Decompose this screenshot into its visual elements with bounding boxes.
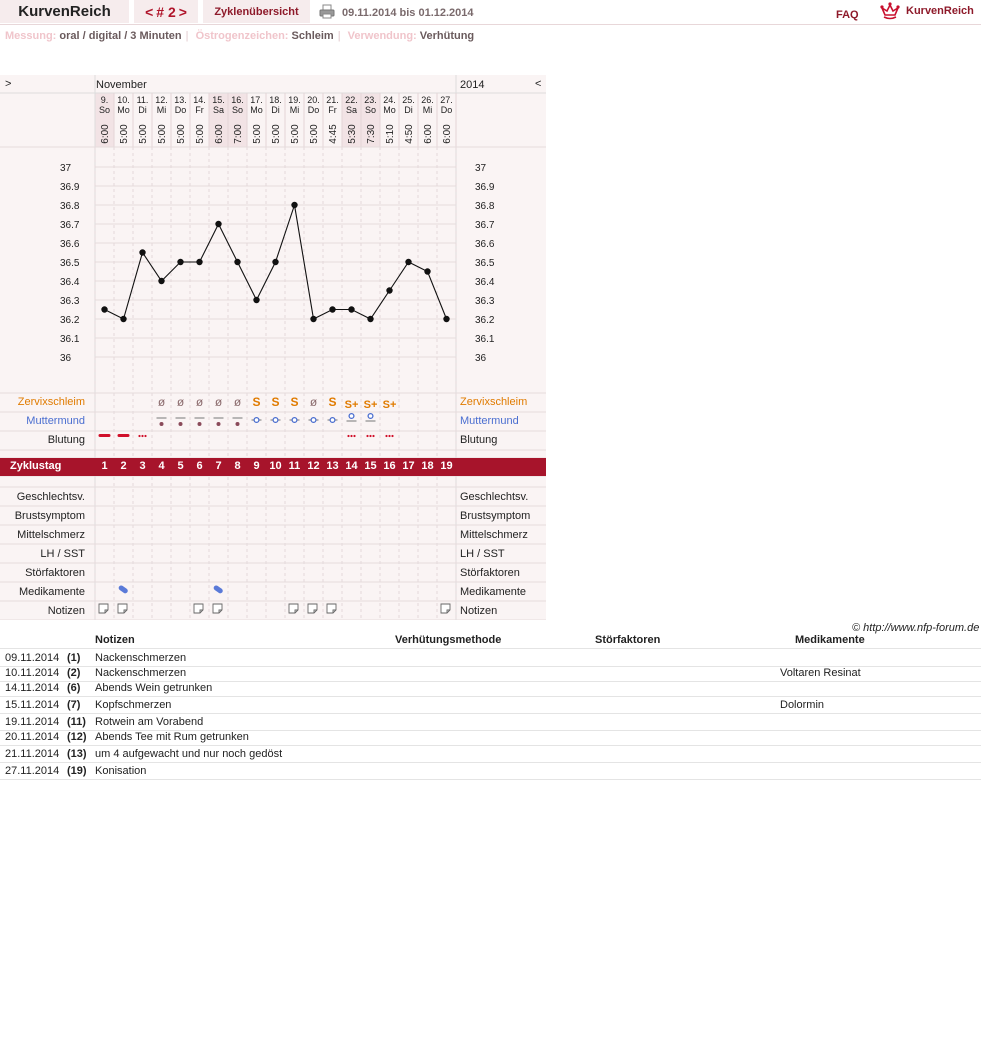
temp-tick-right: 36.9 (475, 182, 495, 193)
note-date: 19.11.2014 (5, 716, 60, 728)
temp-tick-right: 36.3 (475, 296, 495, 307)
temp-tick-left: 36.2 (60, 315, 80, 326)
time-label: 5:00 (157, 124, 168, 144)
mucus-marker: S (290, 395, 299, 409)
cycle-day-number: 15 (364, 460, 377, 472)
note-icon (308, 604, 317, 613)
temp-tick-left: 37 (60, 163, 72, 174)
temp-tick-left: 36.6 (60, 239, 80, 250)
usage-label: Verwendung: (347, 30, 417, 42)
note-note: Abends Wein getrunken (95, 682, 213, 694)
mucus-marker: ø (195, 395, 204, 409)
date-label: 11. (136, 95, 149, 105)
cycle-day-number: 12 (307, 460, 320, 472)
month-label: November (96, 79, 147, 91)
note-row (0, 763, 981, 780)
extra-row-label-right: Geschlechtsv. (460, 491, 529, 503)
note-day: (2) (67, 667, 81, 679)
note-row (0, 680, 981, 697)
weekday-label: Fr (328, 105, 337, 115)
weekday-label: Mi (289, 105, 300, 115)
time-label: 5:30 (347, 124, 358, 144)
date-label: 24. (383, 95, 396, 105)
measure-label: Messung: (5, 30, 57, 42)
mucus-marker: S (252, 395, 261, 409)
date-label: 9. (100, 95, 109, 105)
time-label: 5:00 (252, 124, 263, 144)
note-day: (1) (67, 652, 81, 664)
bleeding-light-marker (391, 435, 393, 437)
mucus-marker: S (328, 395, 337, 409)
cycle-day-number: 9 (253, 460, 260, 472)
cervix-mid-marker (254, 418, 259, 423)
temp-tick-left: 36.4 (60, 277, 80, 288)
extra-row-label: Geschlechtsv. (16, 491, 85, 503)
weekday-label: Fr (195, 105, 204, 115)
note-med: Dolormin (780, 699, 825, 711)
settings-line: Messung: oral / digital / 3 Minuten | Östrogenzeichen: Schleim | Verwendung: Verhütung (5, 30, 475, 42)
cycle-navigator (134, 0, 198, 23)
note-row (0, 697, 981, 714)
extra-row-label-right: Notizen (460, 605, 498, 617)
note-note: Kopfschmerzen (95, 699, 172, 711)
temp-tick-right: 36.1 (475, 334, 495, 345)
cervix-row-label-right: Muttermund (460, 415, 519, 427)
weekday-label: Do (307, 105, 320, 115)
cycle-day-number: 1 (101, 460, 108, 472)
note-row (0, 746, 981, 763)
cervix-high-marker (368, 414, 373, 419)
time-label: 4:50 (404, 124, 415, 144)
note-day: (19) (67, 765, 87, 777)
cervix-low-marker (179, 422, 183, 426)
note-med: Voltaren Resinat (780, 667, 861, 679)
bleeding-light-marker (141, 435, 143, 437)
weekday-label: Do (174, 105, 187, 115)
note-note: Konisation (95, 765, 147, 777)
cycle-day-number: 8 (234, 460, 241, 472)
date-label: 14. (193, 95, 206, 105)
temperature-point (253, 297, 259, 303)
date-label: 15. (212, 95, 225, 105)
cycle-overview-tab[interactable]: Zyklenübersicht (203, 0, 310, 23)
faq-link[interactable]: FAQ (836, 9, 859, 21)
date-label: 17. (250, 95, 263, 105)
weekday-label: Di (271, 105, 280, 115)
temp-tick-left: 36.8 (60, 201, 80, 212)
date-label: 12. (155, 95, 168, 105)
date-range: 09.11.2014 bis 01.12.2014 (342, 7, 474, 19)
extra-row-label-right: Mittelschmerz (460, 529, 528, 541)
bleeding-light-marker (385, 435, 387, 437)
date-label: 25. (402, 95, 415, 105)
weekday-label: Di (404, 105, 413, 115)
next-cycle-button[interactable]: > (178, 3, 187, 20)
note-day: (12) (67, 731, 87, 743)
note-date: 20.11.2014 (5, 731, 60, 743)
temperature-point (348, 306, 354, 312)
note-icon (99, 604, 108, 613)
bleeding-light-marker (138, 435, 140, 437)
cervix-mid-marker (330, 418, 335, 423)
extra-row-label: Mittelschmerz (17, 529, 85, 541)
cycle-day-number: 3 (139, 460, 146, 472)
mucus-marker: ø (176, 395, 185, 409)
note-row (0, 729, 981, 746)
weekday-label: Mo (117, 105, 130, 115)
time-label: 7:30 (366, 124, 377, 144)
year-label: 2014 (460, 79, 485, 91)
copyright: © http://www.nfp-forum.de (852, 622, 980, 634)
extra-row-label: Medikamente (18, 586, 85, 598)
date-label: 10. (117, 95, 130, 105)
cervix-low-marker (160, 422, 164, 426)
weekday-label: Do (440, 105, 453, 115)
cervix-high-marker (349, 414, 354, 419)
chart-nav-left-button[interactable]: > (5, 78, 12, 90)
temp-tick-right: 36.5 (475, 258, 495, 269)
time-label: 6:00 (100, 124, 111, 144)
temperature-point (291, 202, 297, 208)
time-label: 5:10 (385, 124, 396, 144)
bleeding-strong-marker (118, 434, 130, 437)
estrogen-value: Schleim (291, 30, 334, 42)
cervix-row-label: Muttermund (26, 415, 85, 427)
extra-row-label: LH / SST (40, 548, 85, 560)
date-label: 22. (345, 95, 358, 105)
cycle-day-number: 17 (402, 460, 415, 472)
temp-tick-left: 36.3 (60, 296, 80, 307)
date-label: 27. (440, 95, 453, 105)
bleeding-row-label-right: Blutung (460, 434, 498, 446)
extra-row-label-right: Medikamente (460, 586, 527, 598)
temp-tick-left: 36.5 (60, 258, 80, 269)
weekday-label: So (231, 105, 244, 115)
note-icon (194, 604, 203, 613)
note-icon (118, 604, 127, 613)
temperature-point (139, 249, 145, 255)
note-date: 21.11.2014 (5, 748, 60, 760)
note-note: Nackenschmerzen (95, 652, 187, 664)
note-note: Nackenschmerzen (95, 667, 187, 679)
temp-tick-right: 36.2 (475, 315, 495, 326)
cycle-day-number: 16 (383, 460, 396, 472)
cycle-day-number: 7 (215, 460, 222, 472)
temp-tick-right: 37 (475, 163, 487, 174)
temp-tick-left: 36.7 (60, 220, 80, 231)
cycle-day-number: 5 (177, 460, 184, 472)
brand-title[interactable]: KurvenReich (0, 0, 129, 23)
temperature-point (367, 316, 373, 322)
measure-value: oral / digital / 3 Minuten (59, 30, 182, 42)
date-label: 23. (364, 95, 377, 105)
temp-tick-left: 36 (60, 353, 72, 364)
temp-tick-left: 36.1 (60, 334, 80, 345)
time-label: 7:00 (233, 124, 244, 144)
date-label: 21. (326, 95, 339, 105)
chart-nav-right-button[interactable]: < (535, 78, 542, 90)
notes-header-disturbances: Störfaktoren (595, 634, 661, 646)
date-label: 16. (231, 95, 244, 105)
note-date: 09.11.2014 (5, 652, 60, 664)
weekday-label: Mi (156, 105, 167, 115)
printer-icon[interactable] (319, 4, 335, 19)
bleeding-light-marker (353, 435, 355, 437)
note-note: Abends Tee mit Rum getrunken (95, 731, 249, 743)
mucus-marker: S+ (382, 399, 397, 411)
mucus-row-label-right: Zervixschleim (460, 396, 528, 408)
logo-text: KurvenReich (906, 5, 974, 17)
mucus-marker: ø (233, 395, 242, 409)
time-label: 4:45 (328, 124, 339, 144)
weekday-label: Mo (383, 105, 396, 115)
time-label: 5:00 (309, 124, 320, 144)
note-note: Rotwein am Vorabend (95, 716, 204, 728)
temperature-point (234, 259, 240, 265)
note-icon (213, 604, 222, 613)
bleeding-light-marker (388, 435, 390, 437)
bleeding-strong-marker (99, 434, 111, 437)
time-label: 5:00 (290, 124, 301, 144)
note-date: 15.11.2014 (5, 699, 60, 711)
cycle-day-number: 2 (120, 460, 127, 472)
weekday-label: Mo (250, 105, 263, 115)
note-icon (327, 604, 336, 613)
note-day: (6) (67, 682, 81, 694)
temp-tick-right: 36.6 (475, 239, 495, 250)
cervix-mid-marker (311, 418, 316, 423)
top-bar (0, 0, 981, 25)
temperature-point (310, 316, 316, 322)
note-date: 14.11.2014 (5, 682, 60, 694)
cycle-day-number: 6 (196, 460, 203, 472)
temp-tick-right: 36.7 (475, 220, 495, 231)
cycle-day-number: 4 (158, 460, 165, 472)
mucus-marker: S+ (344, 399, 359, 411)
note-icon (441, 604, 450, 613)
weekday-label: So (364, 105, 377, 115)
temperature-point (329, 306, 335, 312)
bleeding-light-marker (144, 435, 146, 437)
temperature-point (215, 221, 221, 227)
bleeding-row-label: Blutung (47, 434, 85, 446)
cycle-day-number: 10 (269, 460, 282, 472)
extra-row-label: Brustsymptom (14, 510, 85, 522)
note-note: um 4 aufgewacht und nur noch gedöst (95, 748, 283, 760)
time-label: 6:00 (423, 124, 434, 144)
temperature-point (405, 259, 411, 265)
time-label: 5:00 (138, 124, 149, 144)
note-date: 10.11.2014 (5, 667, 60, 679)
temperature-point (177, 259, 183, 265)
notes-header-divider (0, 648, 981, 649)
temperature-point (443, 316, 449, 322)
date-label: 26. (421, 95, 434, 105)
notes-header-medication: Medikamente (795, 634, 865, 646)
cycle-day-number: 11 (288, 460, 301, 472)
temperature-point (158, 278, 164, 284)
note-day: (7) (67, 699, 81, 711)
temp-tick-left: 36.9 (60, 182, 80, 193)
note-day: (13) (67, 748, 87, 760)
date-label: 13. (174, 95, 187, 105)
bleeding-light-marker (372, 435, 374, 437)
date-label: 19. (288, 95, 301, 105)
note-date: 27.11.2014 (5, 765, 60, 777)
crown-logo-icon (880, 2, 900, 20)
cervix-low-marker (236, 422, 240, 426)
note-icon (289, 604, 298, 613)
notes-header-notes: Notizen (95, 634, 135, 646)
notes-header-contraception: Verhütungsmethode (395, 634, 502, 646)
extra-row-label-right: Brustsymptom (460, 510, 531, 522)
time-label: 5:00 (119, 124, 130, 144)
extra-row-label: Störfaktoren (25, 567, 85, 579)
time-label: 5:00 (176, 124, 187, 144)
cervix-mid-marker (292, 418, 297, 423)
cycle-number: # 2 (156, 3, 176, 20)
usage-value: Verhütung (419, 30, 475, 42)
time-label: 5:00 (195, 124, 206, 144)
mucus-marker: S+ (363, 399, 378, 411)
logo[interactable] (880, 1, 974, 21)
note-day: (11) (67, 716, 86, 728)
bleeding-light-marker (366, 435, 368, 437)
cervix-low-marker (217, 422, 221, 426)
temperature-point (424, 268, 430, 274)
bleeding-light-marker (350, 435, 352, 437)
cervix-low-marker (198, 422, 202, 426)
cycle-day-number: 14 (345, 460, 358, 472)
time-label: 6:00 (442, 124, 453, 144)
bleeding-light-marker (369, 435, 371, 437)
extra-row-label-right: LH / SST (460, 548, 505, 560)
mucus-marker: S (271, 395, 280, 409)
cervix-mid-marker (273, 418, 278, 423)
weekday-label: Sa (345, 105, 358, 115)
temperature-point (196, 259, 202, 265)
temperature-point (101, 306, 107, 312)
temp-tick-right: 36.8 (475, 201, 495, 212)
extra-row-label: Notizen (47, 605, 85, 617)
date-label: 20. (307, 95, 320, 105)
cycle-day-number: 18 (421, 460, 434, 472)
mucus-marker: ø (157, 395, 166, 409)
cycle-day-number: 13 (326, 460, 339, 472)
weekday-label: So (98, 105, 111, 115)
temperature-point (120, 316, 126, 322)
cycle-day-number: 19 (440, 460, 453, 472)
bleeding-light-marker (347, 435, 349, 437)
weekday-label: Mi (422, 105, 433, 115)
weekday-label: Di (138, 105, 147, 115)
extra-row-label-right: Störfaktoren (460, 567, 520, 579)
time-label: 5:00 (271, 124, 282, 144)
time-label: 6:00 (214, 124, 225, 144)
cycle-day-title: Zyklustag (10, 460, 62, 472)
mucus-marker: ø (309, 395, 318, 409)
temperature-point (272, 259, 278, 265)
temp-tick-right: 36.4 (475, 277, 495, 288)
mucus-marker: ø (214, 395, 223, 409)
prev-cycle-button[interactable]: < (145, 3, 154, 20)
temperature-point (386, 287, 392, 293)
mucus-row-label: Zervixschleim (17, 396, 85, 408)
date-label: 18. (269, 95, 282, 105)
weekday-label: Sa (212, 105, 225, 115)
temp-tick-right: 36 (475, 353, 487, 364)
estrogen-label: Östrogenzeichen: (195, 30, 289, 42)
